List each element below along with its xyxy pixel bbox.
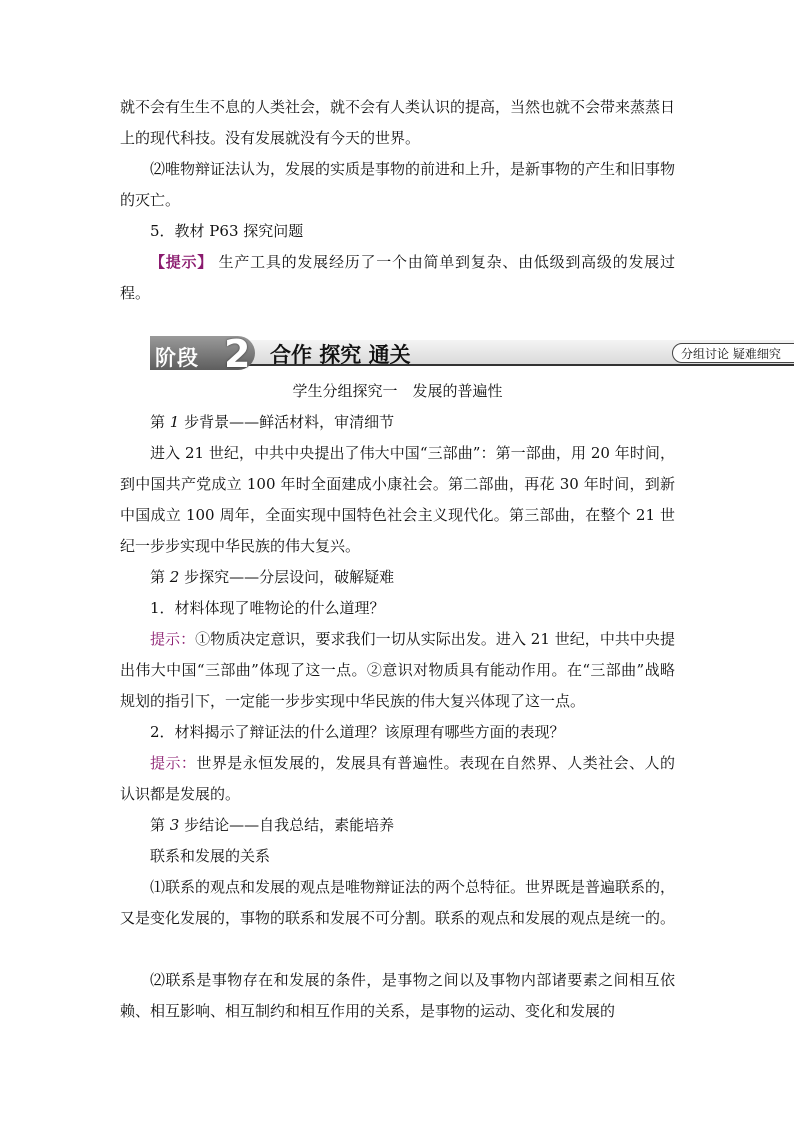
answer-2 — [120, 748, 675, 810]
banner-title: 合作 探究 通关 — [270, 342, 411, 367]
hint-paragraph — [120, 247, 675, 309]
step-title: 步结论——自我总结，素能培养 — [179, 816, 395, 834]
material-paragraph — [120, 438, 675, 562]
paragraph-text: ⑵联系是事物存在和发展的条件，是事物之间以及事物内部诸要素之间相互依赖、相互影响、相互制约和相互作用的关系，是事物的运动、变化和发展的 — [120, 971, 675, 1020]
question-1 — [120, 593, 675, 624]
hint-label: 提示： — [150, 630, 196, 648]
answer-text: 世界是永恒发展的，发展具有普遍性。表现在自然界、人类社会、人的认识都是发展的。 — [120, 754, 675, 803]
step-prefix: 第 — [150, 413, 170, 431]
paragraph-text: ⑴联系的观点和发展的观点是唯物辩证法的两个总特征。世界既是普遍联系的，又是变化发展的，事物的联系和发展不可分割。联系的观点和发展的观点是统一的。 — [120, 878, 676, 927]
question-2 — [120, 717, 675, 748]
question-text: 5．教材 P63 探究问题 — [150, 222, 304, 240]
hint-text: 生产工具的发展经历了一个由简单到复杂、由低级到高级的发展过程。 — [120, 253, 675, 302]
question-text: 1．材料体现了唯物论的什么道理？ — [150, 599, 385, 617]
question-text: 2．材料揭示了辩证法的什么道理？该原理有哪些方面的表现？ — [150, 723, 565, 741]
step-title: 步背景——鲜活材料，审清细节 — [179, 413, 395, 431]
step-title: 步探究——分层设问，破解疑难 — [179, 568, 395, 586]
step-prefix: 第 — [150, 816, 170, 834]
banner-stage-block — [150, 332, 255, 376]
step-1-heading — [120, 407, 675, 438]
paragraph-continued — [120, 92, 675, 154]
answer-text: ①物质决定意识，要求我们一切从实际出发。进入 21 世纪，中共中央提出伟大中国“三部曲”体现了这一点。②意识对物质具有能动作用。在“三部曲”战略规划的指引下，一定能一步步实现中华民族的伟大复兴体现了这一点。 — [120, 630, 675, 710]
banner-stage-label: 阶段 — [155, 346, 199, 370]
paragraph-text: 就不会有生生不息的人类社会，就不会有人类认识的提高，当然也就不会带来蒸蒸日上的现代科技。没有发展就没有今天的世界。 — [120, 98, 676, 147]
step-number: 1 — [169, 413, 180, 431]
hint-label: 提示： — [150, 754, 197, 772]
subheading-text: 联系和发展的关系 — [150, 847, 271, 865]
material-text: 进入 21 世纪，中共中央提出了伟大中国“三部曲”：第一部曲，用 20 年时间，到中国共产党成立 100 年时全面建成小康社会。第二部曲，再花 30 年时间，到新中国成立 100 周年，全面实现中国特色社会主义现代化。第三部曲，在整个 21 世纪一步步实现中华民族的伟大复兴。 — [120, 444, 675, 555]
section-heading-text: 学生分组探究一 发展的普遍性 — [292, 382, 503, 400]
step-number: 3 — [169, 816, 180, 834]
conclusion-point-2 — [120, 965, 675, 1027]
hint-label: 【提示】 — [150, 253, 214, 271]
step-3-heading — [120, 810, 675, 841]
question-5 — [120, 216, 675, 247]
stage-banner — [150, 332, 794, 376]
subheading — [120, 841, 675, 872]
step-2-heading — [120, 562, 675, 593]
answer-1 — [120, 624, 675, 717]
conclusion-point-1 — [120, 872, 675, 934]
section-heading — [120, 376, 675, 407]
banner-tag: 分组讨论 疑难细究 — [672, 343, 794, 363]
paragraph-text: ⑵唯物辩证法认为，发展的实质是事物的前进和上升，是新事物的产生和旧事物的灭亡。 — [120, 160, 676, 209]
paragraph-point-2 — [120, 154, 675, 216]
banner-stage-number: 2 — [224, 332, 251, 376]
step-number: 2 — [169, 568, 180, 586]
step-prefix: 第 — [150, 568, 170, 586]
